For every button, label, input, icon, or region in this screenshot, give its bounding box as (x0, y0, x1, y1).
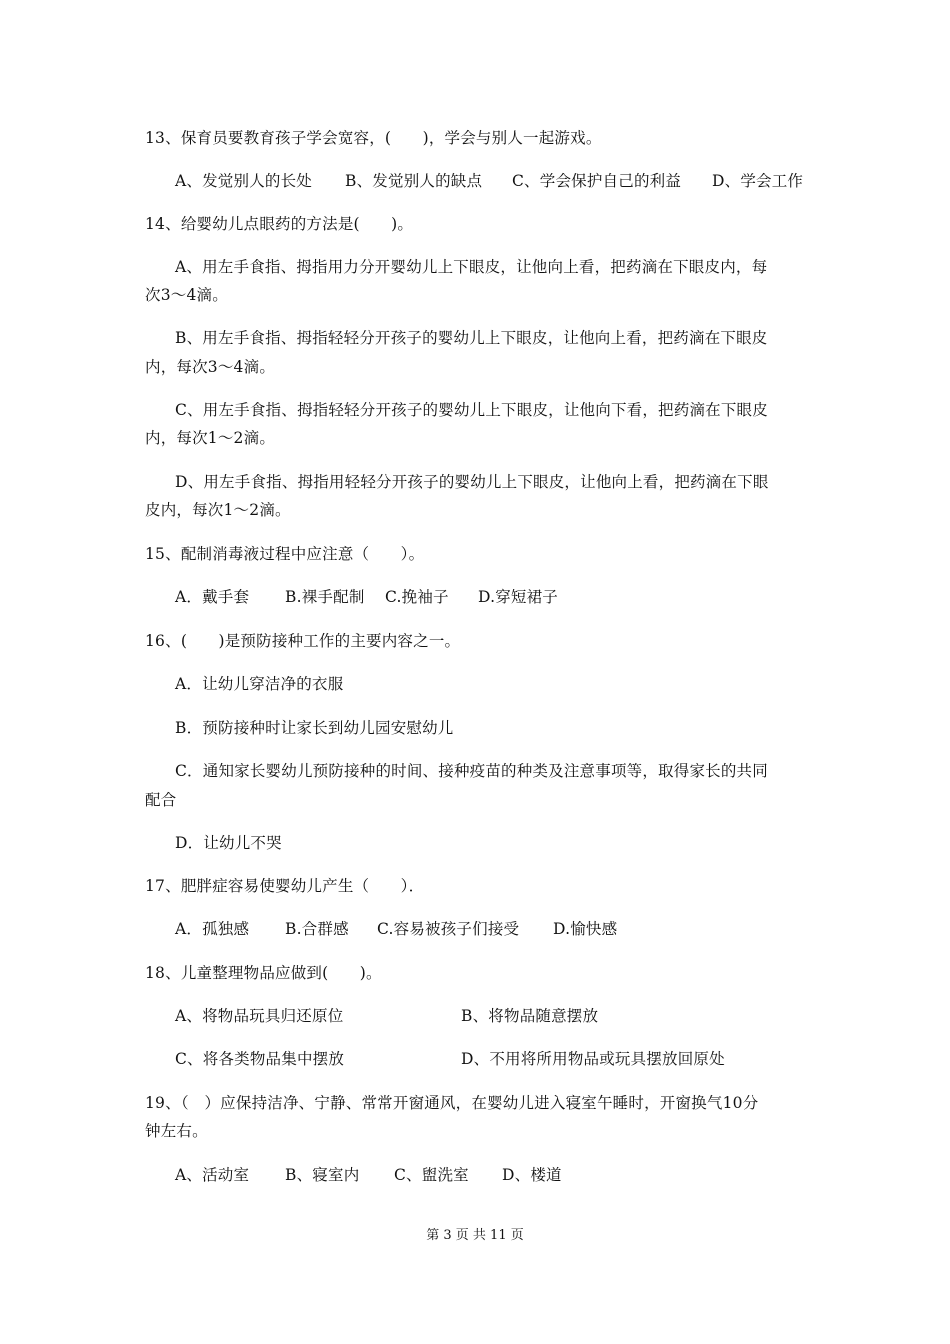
q14-option-d-line1: D、用左手食指、拇指用轻轻分开孩子的婴幼儿上下眼皮，让他向上看，把药滴在下眼 (175, 473, 769, 491)
q13-option-d: D、学会工作 (712, 172, 804, 190)
q15-option-d: D.穿短裙子 (478, 588, 559, 606)
q16-option-b: B．预防接种时让家长到幼儿园安慰幼儿 (175, 719, 454, 737)
q17-option-a: A．孤独感 (175, 920, 250, 938)
q14-option-a-line2: 次3～4滴。 (145, 286, 228, 304)
q18-option-b: B、将物品随意摆放 (461, 1007, 599, 1025)
question-16-stem: 16、( )是预防接种工作的主要内容之一。 (145, 632, 461, 650)
q14-option-b-line2: 内，每次3～4滴。 (145, 358, 276, 376)
q14-option-d-line2: 皮内，每次1～2滴。 (145, 501, 291, 519)
question-14-stem: 14、给婴幼儿点眼药的方法是( )。 (145, 215, 414, 233)
question-19-stem-line2: 钟左右。 (145, 1122, 208, 1140)
q16-option-c-line2: 配合 (145, 791, 177, 809)
q18-option-d: D、不用将所用物品或玩具摆放回原处 (461, 1050, 725, 1068)
q17-option-c: C.容易被孩子们接受 (377, 920, 520, 938)
question-19-stem-line1: 19、（ ）应保持洁净、宁静、常常开窗通风，在婴幼儿进入寝室午睡时，开窗换气10分 (145, 1094, 759, 1112)
question-18-stem: 18、儿童整理物品应做到( )。 (145, 964, 382, 982)
q15-option-c: C.挽袖子 (385, 588, 449, 606)
q18-option-a: A、将物品玩具归还原位 (175, 1007, 344, 1025)
q19-option-d: D、楼道 (502, 1166, 562, 1184)
q15-option-b: B.裸手配制 (285, 588, 365, 606)
q14-option-c-line2: 内，每次1～2滴。 (145, 429, 276, 447)
q14-option-a-line1: A、用左手食指、拇指用力分开婴幼儿上下眼皮，让他向上看，把药滴在下眼皮内，每 (175, 258, 768, 276)
q16-option-c-line1: C．通知家长婴幼儿预防接种的时间、接种疫苗的种类及注意事项等，取得家长的共同 (175, 762, 768, 780)
q17-option-b: B.合群感 (285, 920, 349, 938)
q16-option-d: D．让幼儿不哭 (175, 834, 282, 852)
q18-option-c: C、将各类物品集中摆放 (175, 1050, 345, 1068)
question-15-stem: 15、配制消毒液过程中应注意（ ）。 (145, 545, 425, 563)
q19-option-c: C、盥洗室 (394, 1166, 469, 1184)
q14-option-b-line1: B、用左手食指、拇指轻轻分开孩子的婴幼儿上下眼皮，让他向上看，把药滴在下眼皮 (175, 329, 768, 347)
question-17-stem: 17、肥胖症容易使婴幼儿产生（ ）． (145, 877, 425, 895)
q15-option-a: A．戴手套 (175, 588, 250, 606)
question-13-stem: 13、保育员要教育孩子学会宽容，( )，学会与别人一起游戏。 (145, 129, 602, 147)
q17-option-d: D.愉快感 (553, 920, 618, 938)
q19-option-a: A、活动室 (175, 1166, 250, 1184)
q14-option-c-line1: C、用左手食指、拇指轻轻分开孩子的婴幼儿上下眼皮，让他向下看，把药滴在下眼皮 (175, 401, 768, 419)
q13-option-a: A、发觉别人的长处 (175, 172, 312, 190)
q13-option-b: B、发觉别人的缺点 (345, 172, 483, 190)
q16-option-a: A．让幼儿穿洁净的衣服 (175, 675, 344, 693)
q13-option-c: C、学会保护自己的利益 (512, 172, 682, 190)
page-footer: 第 3 页 共 11 页 (426, 1228, 524, 1243)
q19-option-b: B、寝室内 (285, 1166, 360, 1184)
